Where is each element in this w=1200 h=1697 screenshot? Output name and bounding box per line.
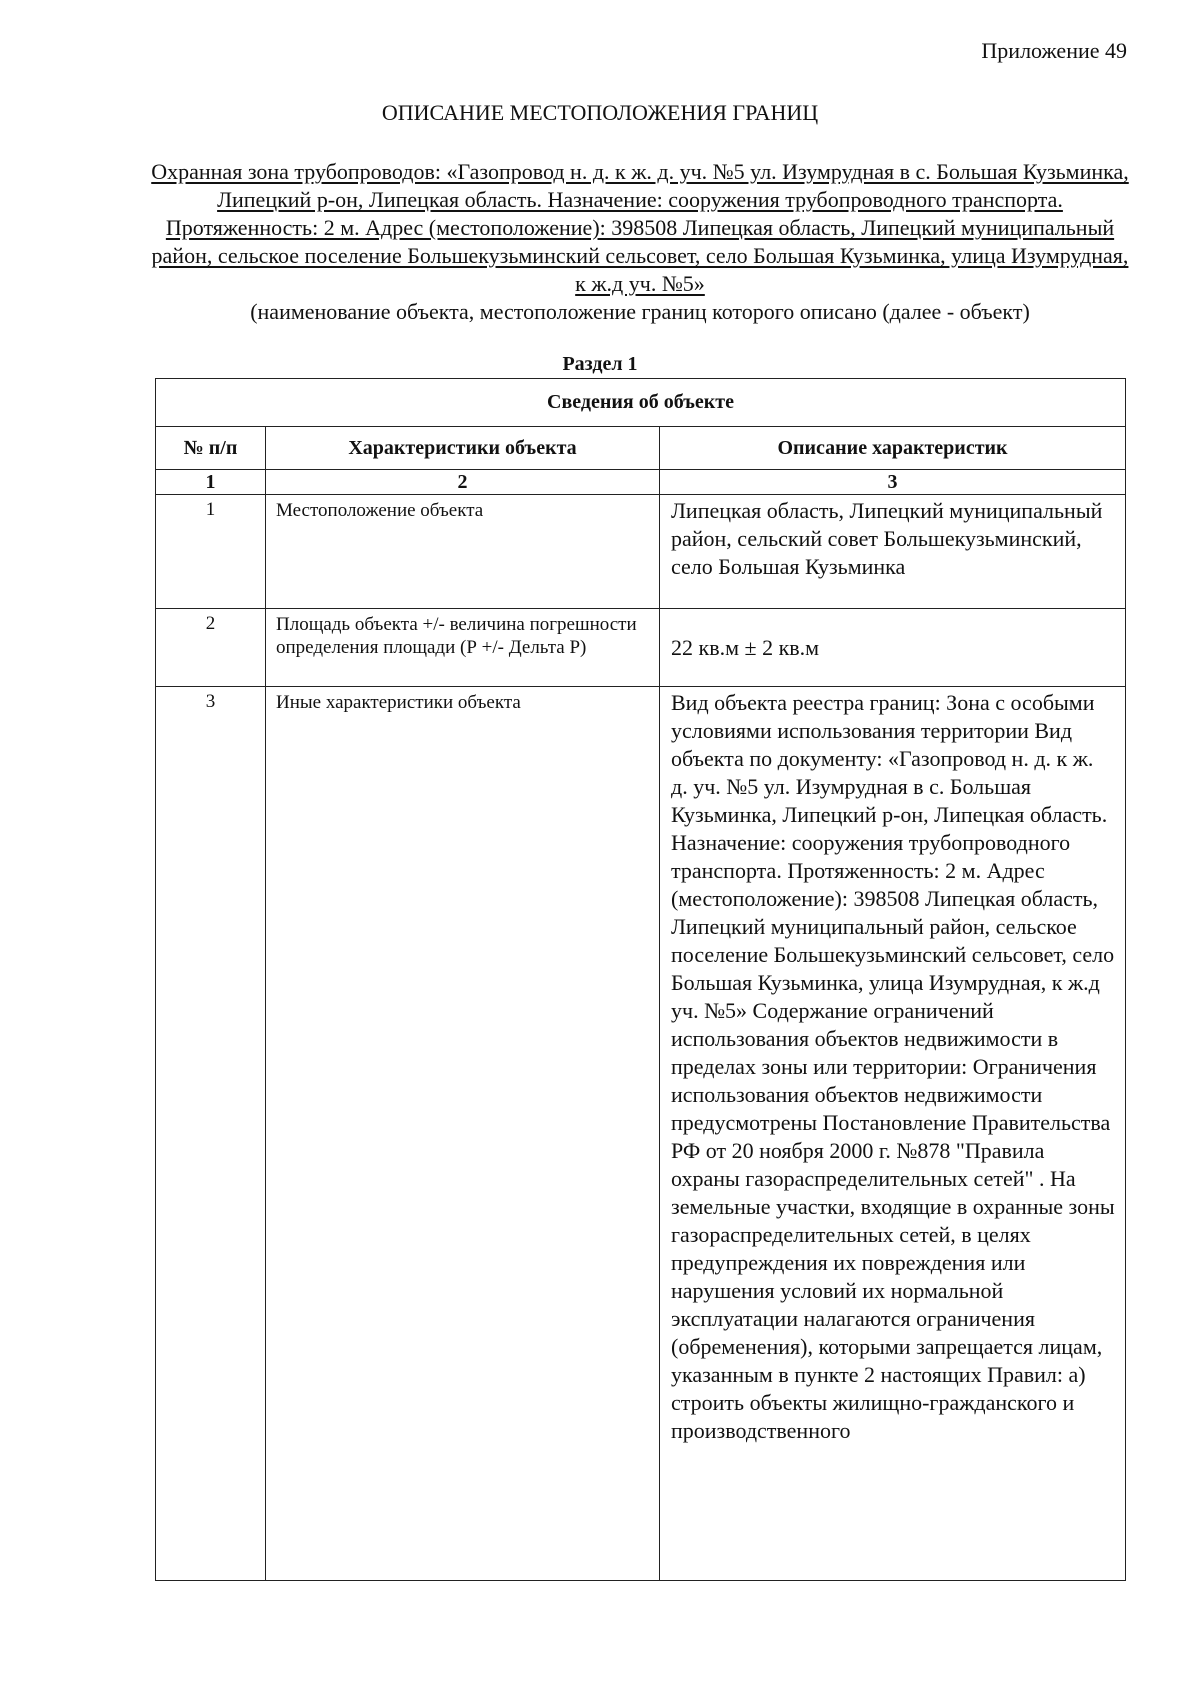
header-index: № п/п [156,427,266,470]
row-description: Вид объекта реестра границ: Зона с особыми условиями использования территории Вид объекта по документу: «Газопровод н. д. к ж. д. уч. №5 ул. Изумрудная в с. Большая Кузьминка, Липецкий р-он, Липецкая область. Назначение: сооружения трубопроводного транспорта. Протяженность: 2 м. Адрес (местоположение): 398508 Липецкая область, Липецкий муниципальный район, сельское поселение Большекузьминский сельсовет, село Большая Кузьминка, улица Изумрудная, к ж.д уч. №5» Содержание ограничений использования объектов недвижимости в пределах зоны или территории: Ограничения использования объектов недвижимости предусмотрены Постановление Правительства РФ от 20 ноября 2000 г. №878 "Правила охраны газораспределительных сетей" . На земельные участки, входящие в охранные зоны газораспределительных сетей, в целях предупреждения их повреждения или нарушения условий их нормальной эксплуатации налагаются ограничения (обременения), которыми запрещается лицам, указанным в пункте 2 настоящих Правил: а) строить объекты жилищно-гражданского и производственного [671,690,1115,1443]
object-caption: (наименование объекта, местоположение границ которого описано (далее - объект) [250,299,1030,324]
row-description-cell [660,687,1126,1581]
row-characteristic: Иные характеристики объекта [266,687,660,1581]
section-label: Раздел 1 [562,353,638,375]
table-row [156,687,1126,1581]
object-name [150,158,1130,298]
table-row [156,609,1126,687]
table-row [156,495,1126,609]
column-number: 2 [266,470,660,495]
row-description: Липецкая область, Липецкий муниципальный район, сельский совет Большекузьминский, село Большая Кузьминка [660,495,1126,609]
row-description: 22 кв.м ± 2 кв.м [660,609,1126,687]
table-header-row [156,427,1126,470]
appendix-label: Приложение 49 [981,38,1127,63]
column-number: 3 [660,470,1126,495]
row-characteristic: Площадь объекта +/- величина погрешности определения площади (Р +/- Дельта Р) [266,609,660,687]
table-title: Сведения об объекте [156,379,1126,427]
column-number-row [156,470,1126,495]
object-name-text: Охранная зона трубопроводов: «Газопровод н. д. к ж. д. уч. №5 ул. Изумрудная в с. Большая Кузьминка, Липецкий р-он, Липецкая область. Назначение: сооружения трубопроводного транспорта. Протяженность: 2 м. Адрес (местоположение): 398508 Липецкая область, Липецкий муниципальный район, сельское поселение Большекузьминский сельсовет, село Большая Кузьминка, улица Изумрудная, к ж.д уч. №5» [151,159,1129,296]
object-info-table [155,378,1126,1581]
row-index: 2 [156,609,266,687]
column-number: 1 [156,470,266,495]
row-index: 3 [156,687,266,1581]
row-characteristic: Местоположение объекта [266,495,660,609]
document-title: ОПИСАНИЕ МЕСТОПОЛОЖЕНИЯ ГРАНИЦ [381,100,819,125]
row-index: 1 [156,495,266,609]
header-characteristic: Характеристики объекта [266,427,660,470]
header-description: Описание характеристик [660,427,1126,470]
